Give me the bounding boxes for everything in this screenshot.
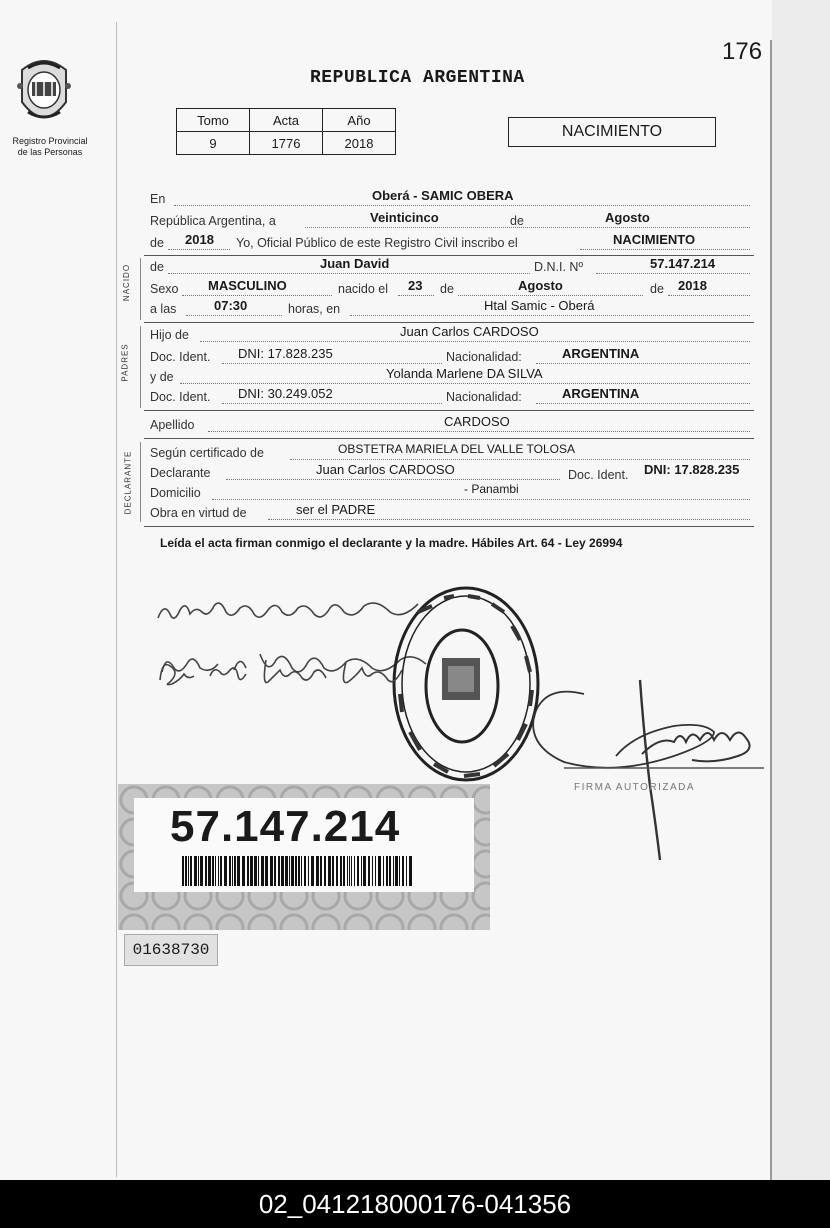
label-sexo: Sexo [150, 282, 179, 296]
field-padre: Juan Carlos CARDOSO [400, 324, 539, 339]
barcode-bar [254, 856, 257, 886]
label-nacionalidad2: Nacionalidad: [446, 390, 522, 404]
barcode-bar [229, 856, 231, 886]
label-doc-ident: Doc. Ident. [150, 350, 211, 364]
row-obra [150, 502, 750, 524]
field-padre-doc: DNI: 17.828.235 [238, 346, 333, 361]
field-madre-nac: ARGENTINA [562, 386, 640, 401]
barcode-bar [205, 856, 207, 886]
barcode-bar [281, 856, 284, 886]
dotted-line [222, 363, 442, 364]
row-declarante [150, 462, 754, 484]
province-seal-logo [14, 52, 74, 132]
barcode-bar [378, 856, 381, 886]
acta-header: Acta [250, 109, 323, 132]
field-anio: 2018 [185, 232, 214, 247]
legal-text: Leída el acta firman conmigo el declarante y la madre. Hábiles Art. 64 - Ley 26994 [160, 536, 623, 550]
barcode-bar [242, 856, 245, 886]
barcode-bar [351, 856, 352, 886]
barcode-bar [393, 856, 394, 886]
row-hora [150, 298, 750, 320]
dotted-line [168, 273, 530, 274]
barcode-bar [340, 856, 342, 886]
dotted-line [212, 499, 750, 500]
dotted-line [596, 273, 750, 274]
label-nacido-el: nacido el [338, 282, 389, 296]
official-signature [524, 676, 774, 866]
field-madre-doc: DNI: 30.249.052 [238, 386, 333, 401]
label-dni: D.N.I. Nº [534, 260, 584, 274]
official-caption: FIRMA AUTORIZADA [574, 782, 696, 793]
barcode-bar [188, 856, 189, 886]
barcode-bar [234, 856, 236, 886]
field-apellido: CARDOSO [444, 414, 510, 429]
record-type-box: NACIMIENTO [508, 117, 716, 147]
dotted-line [182, 295, 332, 296]
barcode-bar [247, 856, 249, 886]
field-dni: 57.147.214 [650, 256, 716, 271]
page-edge-shadow [772, 0, 830, 1180]
barcode-bar [289, 856, 290, 886]
label-de: de [510, 214, 524, 228]
mother-signature [150, 646, 410, 694]
section-label-declarante: DECLARANTE [123, 450, 133, 515]
label-domicilio: Domicilio [150, 486, 201, 500]
barcode-bar [395, 856, 398, 886]
barcode-bar [354, 856, 355, 886]
barcode-bar [347, 856, 348, 886]
section-bracket [140, 326, 141, 408]
row-apellido [150, 414, 750, 436]
label-republica: República Argentina, a [150, 214, 276, 228]
logo-caption-line2: de las Personas [17, 147, 83, 157]
dotted-line [222, 403, 442, 404]
barcode-bar [328, 856, 331, 886]
field-sexo: MASCULINO [208, 278, 287, 293]
barcode-bar [261, 856, 264, 886]
barcode-bar [304, 856, 306, 886]
label-declarante: Declarante [150, 466, 211, 480]
label-de-nombre: de [150, 260, 164, 274]
dotted-line [536, 403, 750, 404]
label-de2: de [150, 236, 164, 250]
barcode-sticker [118, 784, 490, 930]
barcode-bar [368, 856, 370, 886]
label-horas-en: horas, en [288, 302, 341, 316]
barcode-bar [406, 856, 407, 886]
dotted-line [180, 383, 750, 384]
barcode-bar [363, 856, 366, 886]
official-stamp [388, 582, 544, 786]
dotted-line [268, 519, 750, 520]
section-rule [144, 438, 754, 439]
barcode-bar [361, 856, 362, 886]
dotted-line [186, 315, 282, 316]
barcode-bar [198, 856, 199, 886]
label-hijo-de: Hijo de [150, 328, 189, 342]
barcode-bar [308, 856, 309, 886]
barcode-bar [332, 856, 334, 886]
dotted-line [174, 205, 750, 206]
barcode-bar [389, 856, 391, 886]
field-declarante: Juan Carlos CARDOSO [316, 462, 455, 477]
barcode-bar [258, 856, 259, 886]
row-inscripcion [150, 232, 750, 254]
barcode-bar [316, 856, 319, 886]
barcode-bar [190, 856, 192, 886]
barcode-bar [291, 856, 294, 886]
dotted-line [536, 363, 750, 364]
label-y-de: y de [150, 370, 174, 384]
barcode-bar [270, 856, 273, 886]
dotted-line [208, 431, 750, 432]
field-dia-letras: Veinticinco [370, 210, 439, 225]
row-nombre [150, 256, 750, 278]
record-table-header [177, 109, 396, 132]
field-madre: Yolanda Marlene DA SILVA [386, 366, 543, 381]
row-lugar [150, 188, 750, 210]
field-domicilio: - Panambi [464, 482, 519, 496]
field-nombre: Juan David [320, 256, 390, 271]
footer-file-code: 02_041218000176-041356 [0, 1180, 830, 1228]
barcode-bar [250, 856, 253, 886]
barcode-bar [402, 856, 404, 886]
barcode-bar [182, 856, 184, 886]
barcode-bar [320, 856, 322, 886]
barcode-panel [134, 798, 474, 892]
barcode-bar [343, 856, 345, 886]
barcode-bar [301, 856, 302, 886]
barcode-bar [274, 856, 276, 886]
acta-value: 1776 [250, 132, 323, 155]
field-certificado: OBSTETRA MARIELA DEL VALLE TOLOSA [338, 442, 575, 456]
barcode-bar [295, 856, 297, 886]
barcode-bar [372, 856, 373, 886]
barcode-bar [336, 856, 338, 886]
dotted-line [200, 341, 750, 342]
anio-value: 2018 [323, 132, 396, 155]
logo-caption [2, 136, 98, 158]
label-obra: Obra en virtud de [150, 506, 247, 520]
barcode-bar [285, 856, 288, 886]
label-nacionalidad: Nacionalidad: [446, 350, 522, 364]
barcode-bar [212, 856, 214, 886]
row-madre-doc [150, 386, 750, 408]
document-title: REPUBLICA ARGENTINA [310, 68, 525, 88]
barcode-bar [375, 856, 376, 886]
field-lugar: Oberá - SAMIC OBERA [372, 188, 514, 203]
field-lugar-nac: Htal Samic - Oberá [484, 298, 595, 313]
label-en: En [150, 192, 166, 206]
barcode-bar [399, 856, 400, 886]
field-obra: ser el PADRE [296, 502, 376, 517]
dotted-line [226, 479, 560, 480]
barcode-number: 57.147.214 [170, 802, 401, 851]
label-doc-ident3: Doc. Ident. [568, 468, 629, 482]
dotted-line [168, 249, 230, 250]
row-fecha [150, 210, 750, 232]
page-number: 176 [722, 38, 763, 65]
barcode-bar [357, 856, 359, 886]
tomo-header: Tomo [177, 109, 250, 132]
barcode-bar [278, 856, 280, 886]
field-acto: NACIMIENTO [613, 232, 696, 247]
field-mes-nac: Agosto [518, 278, 563, 293]
label-de4: de [650, 282, 664, 296]
section-rule [144, 322, 754, 323]
dotted-line [580, 249, 750, 250]
barcode-bar [224, 856, 227, 886]
field-declarante-doc: DNI: 17.828.235 [644, 462, 740, 477]
label-doc-ident2: Doc. Ident. [150, 390, 211, 404]
field-padre-nac: ARGENTINA [562, 346, 640, 361]
barcode-bar [200, 856, 203, 886]
page-edge [770, 40, 772, 1180]
record-table [176, 108, 396, 155]
tomo-value: 9 [177, 132, 250, 155]
barcode-bar [409, 856, 412, 886]
field-mes: Agosto [605, 210, 650, 225]
barcode-bar [218, 856, 219, 886]
row-padre [150, 324, 750, 346]
section-bracket [140, 442, 141, 522]
barcode-bar [311, 856, 314, 886]
barcode-bar [208, 856, 211, 886]
dotted-line [305, 227, 750, 228]
label-apellido: Apellido [150, 418, 195, 432]
barcode-bars [182, 856, 412, 886]
barcode-bar [349, 856, 350, 886]
section-rule [144, 410, 754, 411]
section-rule [144, 526, 754, 527]
dotted-line [398, 295, 434, 296]
serial-number: 01638730 [124, 934, 218, 966]
section-bracket [140, 258, 141, 320]
dotted-line [668, 295, 750, 296]
barcode-bar [237, 856, 240, 886]
label-a-las: a las [150, 302, 177, 316]
label-yo: Yo, Oficial Público de este Registro Civil inscribo el [236, 236, 518, 250]
barcode-bar [386, 856, 388, 886]
field-dia-nac: 23 [408, 278, 423, 293]
row-domicilio [150, 482, 750, 504]
section-label-nacido: NACIDO [122, 263, 132, 302]
dotted-line [350, 315, 750, 316]
logo-caption-line1: Registro Provincial [12, 136, 88, 146]
barcode-bar [194, 856, 197, 886]
barcode-bar [265, 856, 268, 886]
barcode-bar [185, 856, 187, 886]
field-anio-nac: 2018 [678, 278, 707, 293]
record-table-values [177, 132, 396, 155]
barcode-bar [232, 856, 233, 886]
barcode-bar [298, 856, 300, 886]
label-segun: Según certificado de [150, 446, 264, 460]
margin-line [116, 22, 117, 1177]
barcode-bar [383, 856, 384, 886]
dotted-line [290, 459, 750, 460]
barcode-bar [220, 856, 222, 886]
section-label-padres: PADRES [120, 343, 130, 382]
barcode-bar [324, 856, 326, 886]
dotted-line [458, 295, 643, 296]
field-hora: 07:30 [214, 298, 248, 313]
label-de3: de [440, 282, 454, 296]
barcode-bar [215, 856, 216, 886]
anio-header: Año [323, 109, 396, 132]
